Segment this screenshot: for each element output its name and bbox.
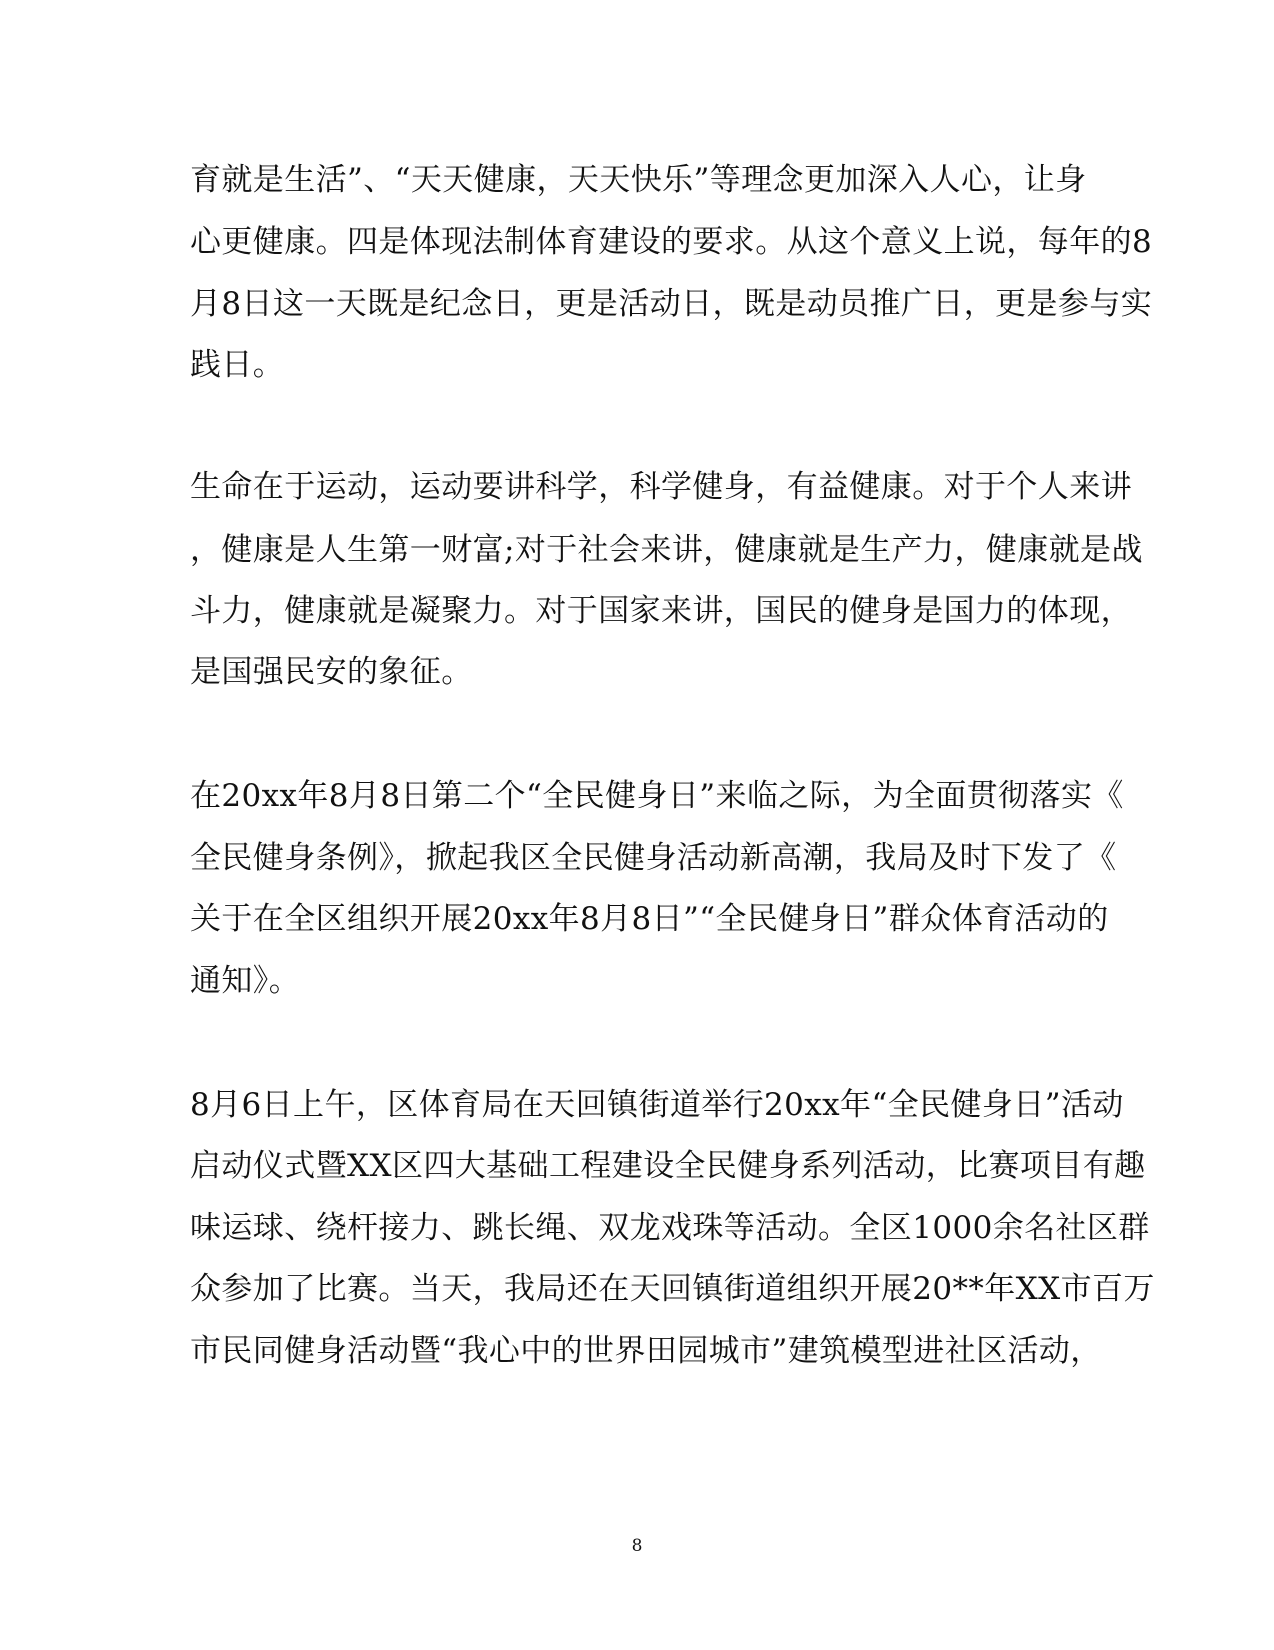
paragraph-4-line-4: 众参加了比赛。当天，我局还在天回镇街道组织开展20**年XX市百万	[190, 1271, 1155, 1307]
paragraph-1-line-2: 心更健康。四是体现法制体育建设的要求。从这个意义上说，每年的8	[190, 224, 1153, 260]
paragraph-3-line-1: 在20xx年8月8日第二个“全民健身日”来临之际，为全面贯彻落实《	[190, 778, 1124, 814]
paragraph-4-line-2: 启动仪式暨XX区四大基础工程建设全民健身系列活动，比赛项目有趣	[190, 1148, 1146, 1184]
paragraph-1-line-3: 月8日这一天既是纪念日，更是活动日，既是动员推广日，更是参与实	[190, 286, 1153, 322]
paragraph-2-line-3: 斗力，健康就是凝聚力。对于国家来讲，国民的健身是国力的体现，	[190, 593, 1132, 629]
paragraph-1-line-1: 育就是生活”、“天天健康，天天快乐”等理念更加深入人心，让身	[190, 162, 1087, 198]
paragraph-2-line-4: 是国强民安的象征。	[190, 654, 473, 690]
page-number: 8	[631, 1536, 643, 1556]
paragraph-3-line-4: 通知》。	[190, 963, 301, 999]
paragraph-1-line-4: 践日。	[190, 347, 285, 383]
paragraph-2-line-2: ，健康是人生第一财富;对于社会来讲，健康就是生产力，健康就是战	[190, 532, 1143, 568]
paragraph-4-line-1: 8月6日上午，区体育局在天回镇街道举行20xx年“全民健身日”活动	[190, 1087, 1124, 1123]
paragraph-4-line-5: 市民同健身活动暨“我心中的世界田园城市”建筑模型进社区活动，	[190, 1333, 1102, 1369]
paragraph-4-line-3: 味运球、绕杆接力、跳长绳、双龙戏珠等活动。全区1000余名社区群	[190, 1210, 1150, 1246]
paragraph-3-line-2: 全民健身条例》，掀起我区全民健身活动新高潮，我局及时下发了《	[190, 840, 1117, 876]
paragraph-3-line-3: 关于在全区组织开展20xx年8月8日”“全民健身日”群众体育活动的	[190, 901, 1109, 937]
paragraph-2-line-1: 生命在于运动，运动要讲科学，科学健身，有益健康。对于个人来讲	[190, 469, 1132, 505]
